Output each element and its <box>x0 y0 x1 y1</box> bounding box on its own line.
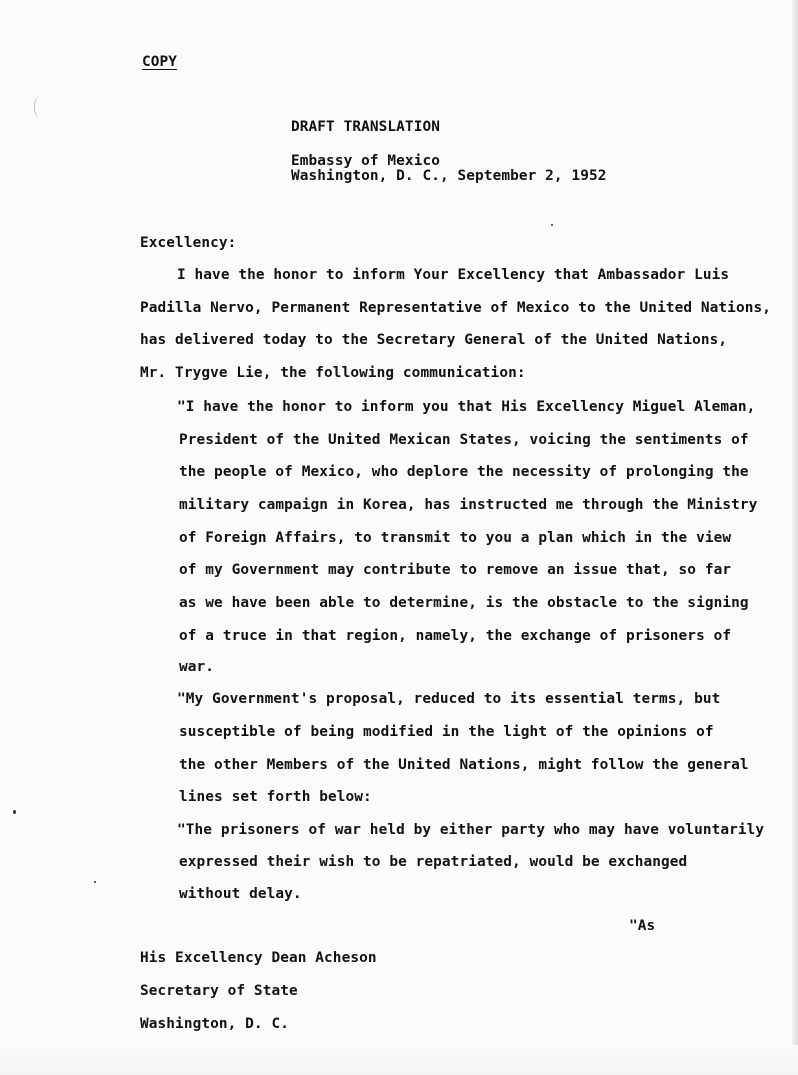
quote-line: "The prisoners of war held by either party who may have voluntarily <box>177 822 765 838</box>
sender-line: Embassy of Mexico <box>291 153 440 169</box>
dust-speck <box>13 810 16 814</box>
quote-line: of a truce in that region, namely, the exchange of prisoners of <box>179 628 732 644</box>
page-edge-shadow <box>792 0 798 1075</box>
quote-line: war. <box>179 659 215 675</box>
quote-line: susceptible of being modified in the light of the opinions of <box>179 724 714 740</box>
addressee-name: His Excellency Dean Acheson <box>140 950 377 966</box>
addressee-location: Washington, D. C. <box>140 1016 289 1032</box>
body-line: Padilla Nervo, Permanent Representative of Mexico to the United Nations, <box>140 300 771 316</box>
quote-line: the people of Mexico, who deplore the necessity of prolonging the <box>179 464 749 480</box>
quote-line: of my Government may contribute to remove an issue that, so far <box>179 562 732 578</box>
place-date-line: Washington, D. C., September 2, 1952 <box>291 168 607 184</box>
quote-line: "I have the honor to inform you that His Excellency Miguel Aleman, <box>177 399 756 415</box>
quote-line: without delay. <box>179 886 302 902</box>
pencil-mark <box>34 96 45 118</box>
document-type-heading: DRAFT TRANSLATION <box>291 119 440 135</box>
copy-stamp: COPY <box>142 54 178 70</box>
quote-line: President of the United Mexican States, voicing the sentiments of <box>179 432 749 448</box>
catchword: "As <box>629 918 656 934</box>
quote-line: military campaign in Korea, has instructed me through the Ministry <box>179 497 758 513</box>
page-bottom-shadow <box>0 1045 798 1075</box>
dust-speck <box>551 224 553 226</box>
body-line: I have the honor to inform Your Excellency that Ambassador Luis <box>177 267 730 283</box>
quote-line: expressed their wish to be repatriated, would be exchanged <box>179 854 688 870</box>
body-line: has delivered today to the Secretary General of the United Nations, <box>140 332 728 348</box>
quote-line: "My Government's proposal, reduced to its essential terms, but <box>177 691 721 707</box>
quote-line: the other Members of the United Nations, might follow the general <box>179 757 749 773</box>
quote-line: of Foreign Affairs, to transmit to you a plan which in the view <box>179 530 732 546</box>
salutation: Excellency: <box>140 235 237 251</box>
quote-line: lines set forth below: <box>179 789 372 805</box>
quote-line: as we have been able to determine, is the obstacle to the signing <box>179 595 749 611</box>
dust-speck <box>94 881 96 883</box>
body-line: Mr. Trygve Lie, the following communication: <box>140 365 526 381</box>
addressee-title: Secretary of State <box>140 983 298 999</box>
